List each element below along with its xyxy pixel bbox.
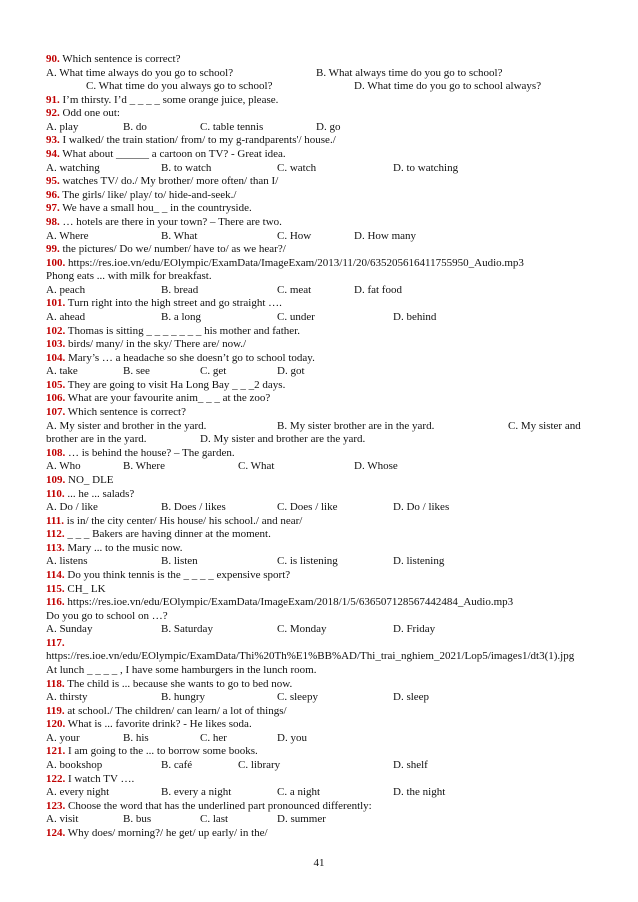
question-number: 96. xyxy=(46,188,60,201)
answer-option: C. a night xyxy=(277,786,321,799)
answer-option: B. hungry xyxy=(161,691,205,704)
answer-option: A. play xyxy=(46,120,79,133)
question-number: 122. xyxy=(46,772,66,785)
question-text: I watch TV …. xyxy=(65,772,135,785)
question-line xyxy=(46,569,596,583)
answer-option: A. peach xyxy=(46,283,86,296)
question-text: Odd one out: xyxy=(59,107,120,120)
answer-option: D. Do / likes xyxy=(393,501,450,514)
answer-option: A. bookshop xyxy=(46,759,103,772)
question-text: Turn right into the high street and go straight …. xyxy=(65,297,282,310)
question-line xyxy=(46,528,596,542)
answer-option: C. get xyxy=(200,365,227,378)
question-number: 90. xyxy=(46,53,60,65)
answer-option: brother are in the yard. xyxy=(46,433,147,446)
worksheet-page xyxy=(46,53,596,841)
answer-option: B. a long xyxy=(161,310,202,323)
question-number: 112. xyxy=(46,528,65,541)
question-line xyxy=(46,297,596,311)
question-text: What are your favourite anim_ _ _ at the zoo? xyxy=(65,392,271,405)
question-number: 111. xyxy=(46,514,65,527)
answer-option: C. sleepy xyxy=(277,691,318,704)
question-line xyxy=(46,447,596,461)
answer-option: A. listens xyxy=(46,555,88,568)
answer-options-row xyxy=(46,67,596,81)
question-number: 116. xyxy=(46,596,65,609)
question-number: 107. xyxy=(46,406,66,419)
question-text: is in/ the city center/ His house/ his school./ and near/ xyxy=(64,514,303,527)
question-number: 97. xyxy=(46,202,60,215)
answer-option: C. her xyxy=(200,731,227,744)
answer-options-row xyxy=(46,732,596,746)
question-line xyxy=(46,134,596,148)
answer-option: C. watch xyxy=(277,161,317,174)
question-text: the pictures/ Do we/ number/ have to/ as we hear?/ xyxy=(59,243,286,256)
question-line xyxy=(46,596,596,610)
question-number: 98. xyxy=(46,215,60,228)
answer-options-row xyxy=(46,555,596,569)
answer-option: B. bus xyxy=(123,813,152,826)
question-text: They are going to visit Ha Long Bay _ _ _2 days. xyxy=(65,378,286,391)
prompt-text: Do you go to school on …? xyxy=(46,609,168,622)
answer-option: D. sleep xyxy=(393,691,430,704)
question-number: 106. xyxy=(46,392,66,405)
answer-option: A. Do / like xyxy=(46,501,98,514)
question-number: 113. xyxy=(46,541,65,554)
question-number: 102. xyxy=(46,324,66,337)
answer-option: B. Does / likes xyxy=(161,501,226,514)
answer-option: B. What always time do you go to school? xyxy=(316,66,503,79)
image-link-text: https://res.ioe.vn/edu/EOlympic/ExamData/Thi%20Th%E1%BB%AD/Thi_trai_nghiem_2021/Lop5/images1/dt3(1).jpg xyxy=(46,650,575,663)
question-text: ... he ... salads? xyxy=(64,487,135,500)
answer-option: B. his xyxy=(123,731,149,744)
answer-option: D. to watching xyxy=(393,161,459,174)
answer-option: B. see xyxy=(123,365,150,378)
question-number: 118. xyxy=(46,677,65,690)
answer-option: D. Friday xyxy=(393,623,436,636)
answer-option: C. What time do you always go to school? xyxy=(86,80,273,93)
question-text: What about ______ a cartoon on TV? - Great idea. xyxy=(59,148,286,161)
question-line xyxy=(46,243,596,257)
question-text: … is behind the house? – The garden. xyxy=(65,446,235,459)
question-number: 101. xyxy=(46,297,66,310)
question-line xyxy=(46,257,596,271)
question-line xyxy=(46,202,596,216)
question-line xyxy=(46,107,596,121)
answer-option: C. is listening xyxy=(277,555,338,568)
answer-option: A. take xyxy=(46,365,78,378)
answer-option: A. Who xyxy=(46,460,81,473)
question-line xyxy=(46,53,596,67)
question-text: https://res.ioe.vn/edu/EOlympic/ExamData/ImageExam/2018/1/5/636507128567442484_Audio.mp3 xyxy=(64,596,514,609)
question-number: 109. xyxy=(46,473,66,486)
answer-options-row xyxy=(46,121,596,135)
question-number: 100. xyxy=(46,256,66,269)
answer-options-row xyxy=(46,420,596,434)
question-text: What is ... favorite drink? - He likes soda. xyxy=(65,718,252,731)
answer-option: D. the night xyxy=(393,786,446,799)
question-text: Thomas is sitting _ _ _ _ _ _ _ his mother and father. xyxy=(65,324,300,337)
answer-options-row xyxy=(46,460,596,474)
question-line xyxy=(46,392,596,406)
question-text: https://res.ioe.vn/edu/EOlympic/ExamData/ImageExam/2013/11/20/635205616411755950_Audio.mp3 xyxy=(65,256,524,269)
question-line xyxy=(46,583,596,597)
answer-option: B. What xyxy=(161,229,198,242)
question-number: 114. xyxy=(46,568,65,581)
question-line xyxy=(46,542,596,556)
answer-option: A. Sunday xyxy=(46,623,93,636)
question-number: 108. xyxy=(46,446,66,459)
answer-option: A. My sister and brother in the yard. xyxy=(46,419,207,432)
answer-option: B. bread xyxy=(161,283,199,296)
question-number: 120. xyxy=(46,718,66,731)
question-line xyxy=(46,148,596,162)
answer-option: B. do xyxy=(123,120,147,133)
question-line xyxy=(46,705,596,719)
question-number: 123. xyxy=(46,799,66,812)
answer-option: D. My sister and brother are the yard. xyxy=(200,433,366,446)
question-number: 94. xyxy=(46,148,60,161)
answer-option: A. What time always do you go to school? xyxy=(46,66,234,79)
answer-option: C. table tennis xyxy=(200,120,264,133)
answer-options-row xyxy=(46,813,596,827)
answer-option: C. last xyxy=(200,813,229,826)
answer-option: D. shelf xyxy=(393,759,428,772)
answer-option: D. fat food xyxy=(354,283,402,296)
question-number: 99. xyxy=(46,243,60,256)
answer-option: B. listen xyxy=(161,555,198,568)
question-line xyxy=(46,718,596,732)
answer-option: A. your xyxy=(46,731,80,744)
answer-options-row xyxy=(46,691,596,705)
answer-option: C. Does / like xyxy=(277,501,338,514)
question-text: Why does/ morning?/ he get/ up early/ in the/ xyxy=(65,826,268,839)
answer-options-row xyxy=(46,759,596,773)
answer-options-row xyxy=(46,230,596,244)
answer-option: B. to watch xyxy=(161,161,212,174)
question-line xyxy=(46,406,596,420)
answer-option: D. go xyxy=(316,120,341,133)
answer-options-row xyxy=(46,501,596,515)
question-line xyxy=(46,488,596,502)
answer-options-row xyxy=(46,365,596,379)
answer-option: C. under xyxy=(277,310,315,323)
question-line xyxy=(46,325,596,339)
question-line xyxy=(46,175,596,189)
question-text: birds/ many/ in the sky/ There are/ now./ xyxy=(65,338,247,351)
question-number: 110. xyxy=(46,487,65,500)
question-number: 95. xyxy=(46,175,60,188)
question-number: 115. xyxy=(46,582,65,595)
answer-options-row xyxy=(46,433,596,447)
question-text: watches TV/ do./ My brother/ more often/ than I/ xyxy=(59,175,279,188)
question-text: Choose the word that has the underlined part pronounced differently: xyxy=(65,799,372,812)
answer-option: B. My sister brother are in the yard. xyxy=(277,419,435,432)
question-line xyxy=(46,379,596,393)
answer-option: A. every night xyxy=(46,786,110,799)
question-text: We have a small hou_ _ in the countryside. xyxy=(59,202,252,215)
question-text: Do you think tennis is the _ _ _ _ expensive sport? xyxy=(64,568,291,581)
answer-option: A. Where xyxy=(46,229,89,242)
question-number: 103. xyxy=(46,338,66,351)
question-text: NO_ DLE xyxy=(65,473,114,486)
question-line xyxy=(46,352,596,366)
answer-option: C. How xyxy=(277,229,312,242)
question-line xyxy=(46,800,596,814)
question-text: Which sentence is correct? xyxy=(59,53,181,65)
answer-option: D. How many xyxy=(354,229,417,242)
answer-option: D. behind xyxy=(393,310,437,323)
question-text: I’m thirsty. I’d _ _ _ _ some orange juice, please. xyxy=(59,93,279,106)
question-line xyxy=(46,745,596,759)
question-line xyxy=(46,515,596,529)
answer-option: C. Monday xyxy=(277,623,327,636)
answer-option: C. meat xyxy=(277,283,312,296)
question-line xyxy=(46,474,596,488)
answer-option: A. thirsty xyxy=(46,691,88,704)
question-number: 105. xyxy=(46,378,66,391)
answer-option: A. ahead xyxy=(46,310,86,323)
question-line xyxy=(46,773,596,787)
answer-option: D. What time do you go to school always? xyxy=(354,80,542,93)
question-number: 104. xyxy=(46,351,66,364)
answer-option: D. got xyxy=(277,365,305,378)
prompt-text: Phong eats ... with milk for breakfast. xyxy=(46,270,212,283)
answer-option: B. Where xyxy=(123,460,165,473)
answer-options-row xyxy=(46,162,596,176)
question-number: 117. xyxy=(46,636,65,649)
answer-option: B. every a night xyxy=(161,786,232,799)
answer-option: D. Whose xyxy=(354,460,398,473)
answer-options-row xyxy=(46,284,596,298)
question-line xyxy=(46,678,596,692)
answer-option: D. summer xyxy=(277,813,326,826)
question-text: I am going to the ... to borrow some books. xyxy=(65,745,258,758)
answer-options-row xyxy=(46,786,596,800)
question-line xyxy=(46,216,596,230)
answer-option: D. listening xyxy=(393,555,445,568)
answer-option: D. you xyxy=(277,731,307,744)
answer-option: A. watching xyxy=(46,161,100,174)
answer-option: C. library xyxy=(238,759,281,772)
question-text: I walked/ the train station/ from/ to my g-randparents'/ house./ xyxy=(59,134,336,147)
answer-options-row xyxy=(46,623,596,637)
question-number: 92. xyxy=(46,107,60,120)
answer-option: B. café xyxy=(161,759,193,772)
question-text: … hotels are there in your town? – There are two. xyxy=(59,215,282,228)
answer-option: C. My sister and xyxy=(508,419,581,432)
question-text: CH_ LK xyxy=(64,582,106,595)
answer-options-row xyxy=(46,80,596,94)
question-number: 91. xyxy=(46,93,60,106)
question-line xyxy=(46,338,596,352)
question-text: Mary’s … a headache so she doesn’t go to school today. xyxy=(65,351,315,364)
question-text: The child is ... because she wants to go to bed now. xyxy=(64,677,293,690)
question-text: The girls/ like/ play/ to/ hide-and-seek./ xyxy=(59,188,237,201)
question-text: Mary ... to the music now. xyxy=(64,541,183,554)
answer-option: B. Saturday xyxy=(161,623,213,636)
question-number: 124. xyxy=(46,826,66,839)
question-text: Which sentence is correct? xyxy=(65,406,186,419)
question-number: 119. xyxy=(46,704,65,717)
answer-option: C. What xyxy=(238,460,275,473)
question-line xyxy=(46,827,596,841)
question-line xyxy=(46,94,596,108)
prompt-text: At lunch _ _ _ _ , I have some hamburgers in the lunch room. xyxy=(46,664,317,677)
question-number: 121. xyxy=(46,745,66,758)
question-text: at school./ The children/ can learn/ a lot of things/ xyxy=(64,704,287,717)
page-number: 41 xyxy=(313,857,325,869)
question-text: _ _ _ Bakers are having dinner at the moment. xyxy=(64,528,271,541)
question-line xyxy=(46,189,596,203)
answer-options-row xyxy=(46,311,596,325)
question-number: 93. xyxy=(46,134,60,147)
question-line xyxy=(46,637,596,651)
answer-option: A. visit xyxy=(46,813,79,826)
